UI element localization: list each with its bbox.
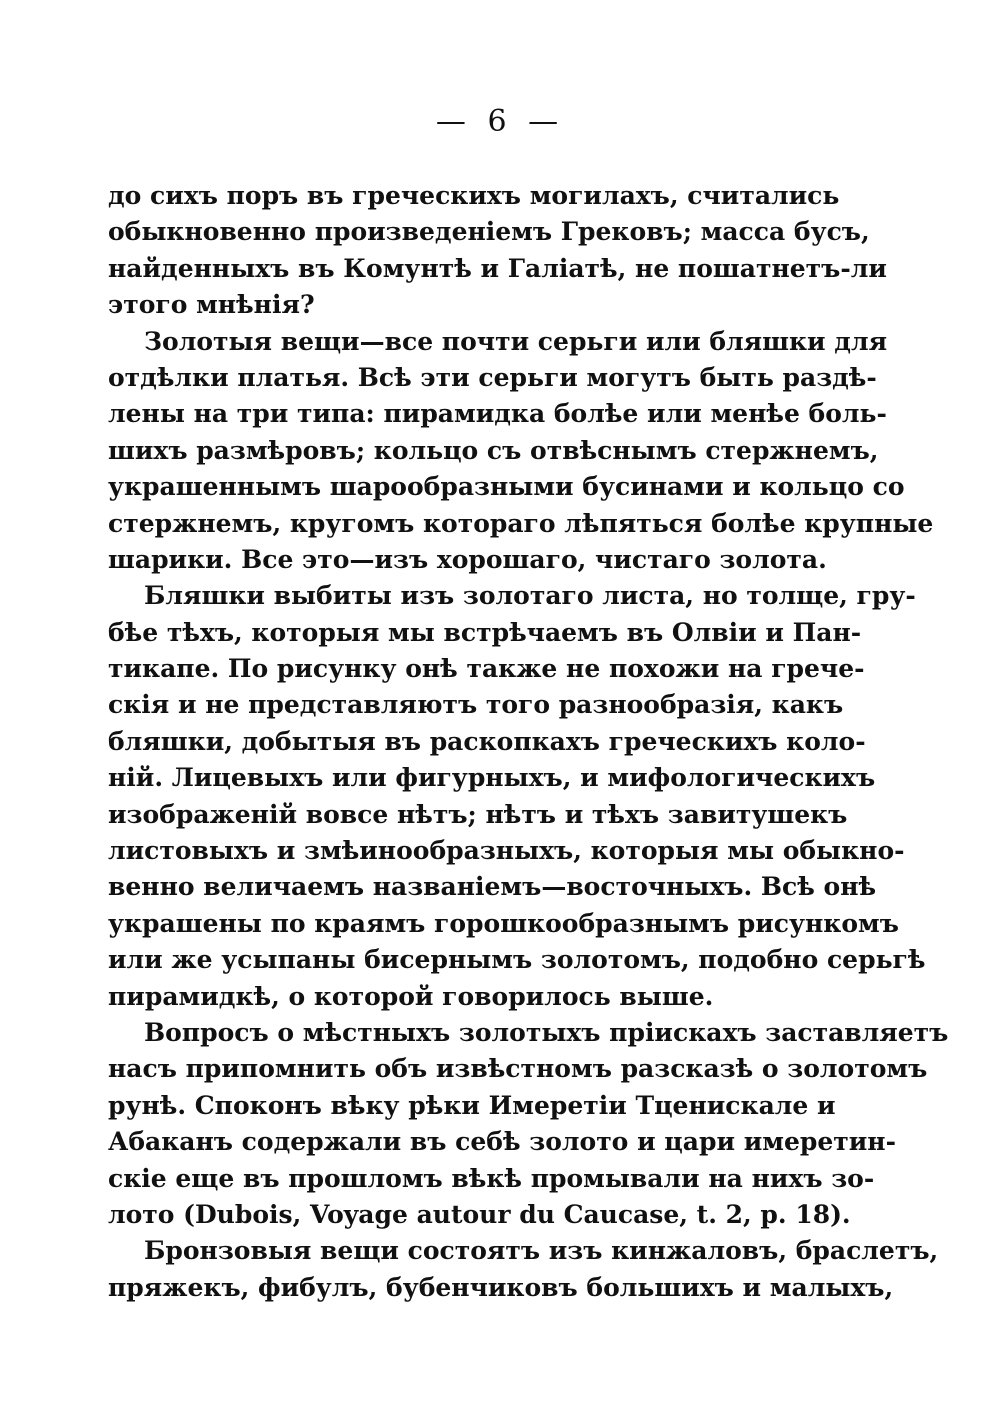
text-line: стержнемъ, кругомъ котораго лѣпяться болѣе крупные (108, 508, 934, 538)
paragraph (108, 178, 887, 324)
text-line: этого мнѣнія? (108, 290, 315, 320)
text-line: ній. Лицевыхъ или фигурныхъ, и мифологическихъ (108, 763, 876, 793)
text-line: шарики. Все это—изъ хорошаго, чистаго золота. (108, 544, 827, 574)
text-line: или же усыпаны бисернымъ золотомъ, подобно серьгѣ (108, 945, 926, 975)
text-line: бѣе тѣхъ, которыя мы встрѣчаемъ въ Олвіи и Пан- (108, 617, 862, 647)
text-line: пирамидкѣ, о которой говорилось выше. (108, 981, 714, 1011)
text-line: тикапе. По рисунку онѣ также не похожи на грече- (108, 654, 865, 684)
paragraph (108, 324, 934, 579)
text-line: пряжекъ, фибулъ, бубенчиковъ большихъ и малыхъ, (108, 1272, 894, 1302)
text-line: Бронзовыя вещи состоятъ изъ кинжаловъ, браслетъ, (144, 1236, 939, 1266)
text-line: Бляшки выбиты изъ золотаго листа, но толще, гру- (144, 581, 916, 611)
text-line: лото (Dubois, Voyage autour du Caucase, t. 2, p. 18). (108, 1199, 851, 1229)
text-line: рунѣ. Споконъ вѣку рѣки Имеретіи Тценискале и (108, 1090, 836, 1120)
text-line: листовыхъ и змѣинообразныхъ, которыя мы обыкно- (108, 836, 905, 866)
text-line: обыкновенно произведеніемъ Грековъ; масса бусъ, (108, 217, 870, 247)
text-line: бляшки, добытыя въ раскопкахъ греческихъ коло- (108, 726, 866, 756)
text-line: шихъ размѣровъ; кольцо съ отвѣснымъ стержнемъ, (108, 435, 879, 465)
text-line: отдѣлки платья. Всѣ эти серьги могутъ быть раздѣ- (108, 362, 877, 392)
text-line: изображеній вовсе нѣтъ; нѣтъ и тѣхъ завитушекъ (108, 799, 848, 829)
text-line: украшеннымъ шарообразными бусинами и кольцо со (108, 472, 905, 502)
text-line: лены на три типа: пирамидка болѣе или менѣе боль- (108, 399, 887, 429)
text-line: венно величаемъ названіемъ—восточныхъ. Всѣ онѣ (108, 872, 877, 902)
text-line: Вопросъ о мѣстныхъ золотыхъ пріискахъ заставляетъ (144, 1017, 949, 1047)
page-number: — 6 — (435, 104, 565, 139)
body-text (108, 178, 949, 1306)
text-line: скія и не представляютъ того разнообразія, какъ (108, 690, 844, 720)
text-line: найденныхъ въ Комунтѣ и Галіатѣ, не пошатнетъ-ли (108, 253, 887, 283)
text-line: насъ припомнить объ извѣстномъ разсказѣ о золотомъ (108, 1054, 928, 1084)
text-line: Золотыя вещи—все почти серьги или бляшки для (144, 326, 888, 356)
text-line: до сихъ поръ въ греческихъ могилахъ, считались (108, 181, 840, 210)
text-line: скіе еще въ прошломъ вѣкѣ промывали на нихъ зо- (108, 1163, 875, 1193)
text-line: Абаканъ содержали въ себѣ золото и цари имеретин- (108, 1127, 896, 1157)
paragraph (108, 1015, 949, 1233)
text-line: украшены по краямъ горошкообразнымъ рисункомъ (108, 908, 899, 938)
paragraph (108, 578, 926, 1015)
paragraph (108, 1233, 939, 1306)
